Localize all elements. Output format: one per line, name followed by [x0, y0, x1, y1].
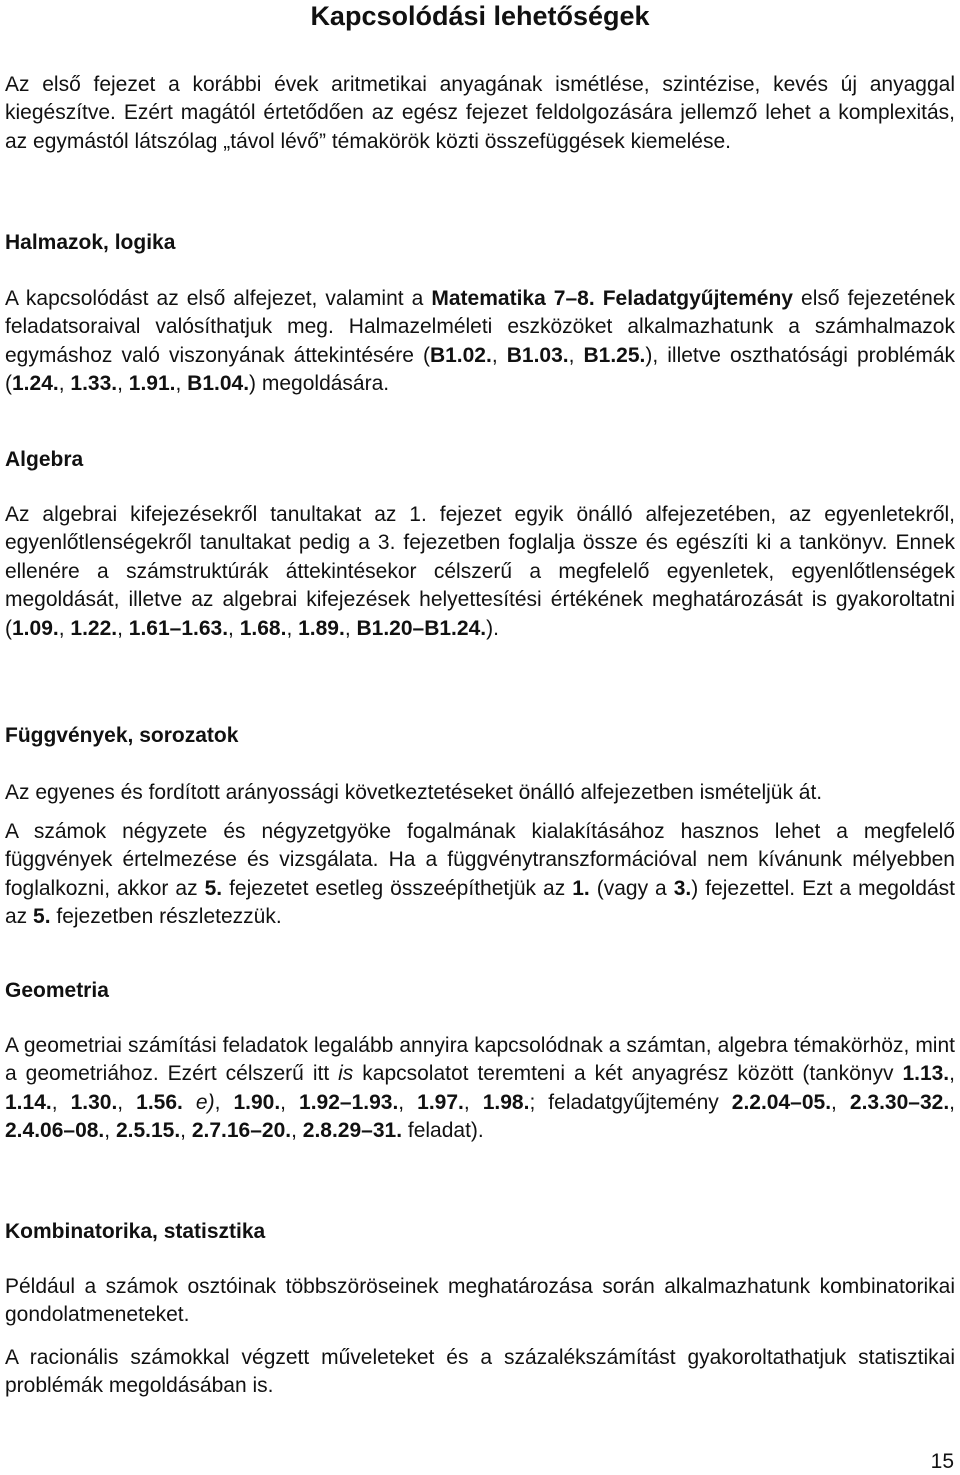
bold-reference: 1.89.: [298, 616, 345, 640]
section-paragraph: [5, 779, 955, 807]
bold-reference: B1.02.: [429, 343, 492, 367]
text-run: ,: [117, 372, 129, 396]
bold-reference: 2.3.30–32.: [849, 1090, 950, 1114]
section-paragraph: [5, 818, 955, 932]
bold-reference: B1.03.: [506, 343, 569, 367]
text-run: ,: [568, 343, 584, 367]
text-run: ,: [291, 1119, 303, 1143]
section-heading-halmazok: Halmazok, logika: [5, 231, 176, 254]
text-run: ; feladatgyűjtemény: [529, 1090, 732, 1114]
text-run: ,: [117, 1090, 137, 1114]
text-run: ,: [104, 1119, 116, 1143]
bold-reference: 1.91.: [128, 372, 176, 396]
text-run: ,: [51, 1090, 71, 1114]
text-run: ,: [831, 1090, 850, 1114]
text-run: ,: [949, 1090, 956, 1114]
section-paragraph: [5, 1032, 955, 1146]
bold-reference: 1.97.: [417, 1090, 464, 1114]
text-run: ,: [491, 343, 507, 367]
text-run: ,: [286, 616, 299, 640]
bold-reference: Matematika 7–8.: [431, 287, 595, 310]
text-run: ), illetve oszthatósági problémák (: [5, 343, 956, 396]
text-run: ,: [344, 616, 357, 640]
bold-reference: 1.22.: [70, 616, 118, 640]
section-paragraph: [5, 285, 955, 399]
section-heading-fuggvenyek: Függvények, sorozatok: [5, 724, 239, 747]
bold-reference: 1.68.: [239, 616, 287, 640]
text-run: ,: [58, 616, 71, 640]
italic-text: is: [338, 1062, 354, 1086]
bold-reference: 1.30.: [70, 1090, 118, 1114]
bold-reference: 1.13.: [902, 1062, 950, 1086]
text-run: ) fejezettel. Ezt a megoldást az: [5, 876, 955, 929]
bold-reference: 1.14.: [5, 1090, 52, 1114]
text-run: A geometriai számítási feladatok legalább annyira kapcsolódnak a számtan, algebra témakörhöz, mint a geometriához. Ezért célszerű itt: [5, 1034, 955, 1086]
text-run: Például a számok osztóinak többszöröseinek meghatározása során alkalmazhatunk kombinatorikai gondolatmeneteket.: [5, 1275, 955, 1327]
text-run: Az algebrai kifejezésekről tanultakat az 1. fejezet egyik önálló alfejezetében, az egyenletekről, egyenlőtlenségekről tanultakat pedig a 3. fejezetben foglalja össze és egészíti ki a tankönyv. Ennek ellenére a számstruktúrák áttekintésekor célszerű a megfelelő egyenletek, egyenlőtlenségek megoldását, illetve az algebrai kifejezések helyettesítési értékének meghatározását is gyakoroltatni (: [5, 503, 955, 640]
text-run: ,: [214, 1090, 234, 1114]
text-run: ,: [175, 372, 188, 396]
text-run: fejezetet esetleg összeépíthetjük az: [222, 876, 573, 900]
bold-reference: B1.25.: [583, 343, 646, 367]
bold-reference: 3.: [673, 876, 692, 900]
bold-reference: 2.2.04–05.: [731, 1090, 832, 1114]
bold-reference: 5.: [33, 905, 51, 929]
bold-reference: 1.: [572, 876, 590, 900]
text-run: ) megoldására.: [249, 372, 390, 396]
italic-text: e): [195, 1090, 215, 1114]
section-paragraph: [5, 1344, 955, 1401]
bold-reference: 2.8.29–31.: [302, 1119, 403, 1143]
text-run: [595, 287, 603, 310]
bold-reference: 1.90.: [233, 1090, 281, 1114]
section-heading-algebra: Algebra: [5, 448, 84, 471]
text-run: ,: [949, 1062, 955, 1086]
bold-reference: 2.4.06–08.: [5, 1119, 105, 1143]
text-run: (vagy a: [589, 876, 674, 900]
bold-reference: 5.: [204, 876, 223, 900]
text-run: feladat).: [402, 1119, 484, 1143]
text-run: A kapcsolódást az első alfejezet, valamint a: [5, 287, 432, 310]
bold-reference: 2.7.16–20.: [191, 1119, 292, 1143]
text-run: ).: [486, 616, 499, 640]
text-run: ,: [280, 1090, 300, 1114]
bold-reference: Feladatgyűjtemény: [602, 287, 793, 310]
page-number: 15: [930, 1450, 954, 1473]
text-run: kapcsolatot teremteni a két anyagrész között (tankönyv: [353, 1062, 903, 1086]
text-run: Az egyenes és fordított arányossági következtetéseket önálló alfejezetben ismételjük át.: [5, 781, 823, 804]
section-paragraph: [5, 501, 955, 643]
text-run: ,: [463, 1090, 483, 1114]
bold-reference: 1.61–1.63.: [128, 616, 229, 640]
page-title: Kapcsolódási lehetőségek: [310, 1, 650, 31]
text-run: ,: [117, 616, 129, 640]
text-run: ,: [398, 1090, 418, 1114]
text-run: ,: [180, 1119, 192, 1143]
bold-reference: 1.24.: [12, 372, 59, 396]
section-heading-geometria: Geometria: [5, 979, 109, 1002]
bold-reference: 1.09.: [12, 616, 59, 640]
text-run: Az első fejezet a korábbi évek aritmetikai anyagának ismétlése, szintézise, kevés új anyaggal kiegészítve. Ezért magától értetődően az egész fejezet feldolgozására jellemző lehet a komplexitás, az egymástól látszólag „távol lévő” témakörök közti összefüggések kiemelése.: [5, 73, 955, 153]
text-run: [183, 1091, 196, 1114]
bold-reference: 1.98.: [482, 1090, 530, 1114]
intro-paragraph: [5, 71, 955, 156]
text-run: fejezetben részletezzük.: [50, 905, 282, 929]
bold-reference: 1.56.: [136, 1090, 183, 1114]
text-run: A racionális számokkal végzett műveleteket és a százalékszámítást gyakoroltathatjuk statisztikai problémák megoldásában is.: [5, 1346, 955, 1398]
bold-reference: 1.33.: [70, 372, 118, 396]
section-heading-kombinatorika: Kombinatorika, statisztika: [5, 1220, 266, 1243]
bold-reference: B1.20–B1.24.: [356, 616, 487, 640]
bold-reference: B1.04.: [187, 372, 250, 396]
bold-reference: 2.5.15.: [115, 1119, 181, 1143]
text-run: ,: [228, 616, 240, 640]
section-paragraph: [5, 1273, 955, 1330]
bold-reference: 1.92–1.93.: [299, 1090, 399, 1114]
text-run: A számok négyzete és négyzetgyöke fogalmának kialakításához hasznos lehet a megfelelő függvények értelmezése és vizsgálata. Ha a függvénytranszformációval nem kívánunk mélyebben foglalkozni, akkor az: [5, 820, 955, 900]
text-run: ,: [58, 372, 71, 396]
text-run: első fejezetének feladatsoraival valósíthatjuk meg. Halmazelméleti eszközöket alkalmazhatunk a számhalmazok egymáshoz való viszonyának áttekintésére (: [5, 287, 955, 367]
